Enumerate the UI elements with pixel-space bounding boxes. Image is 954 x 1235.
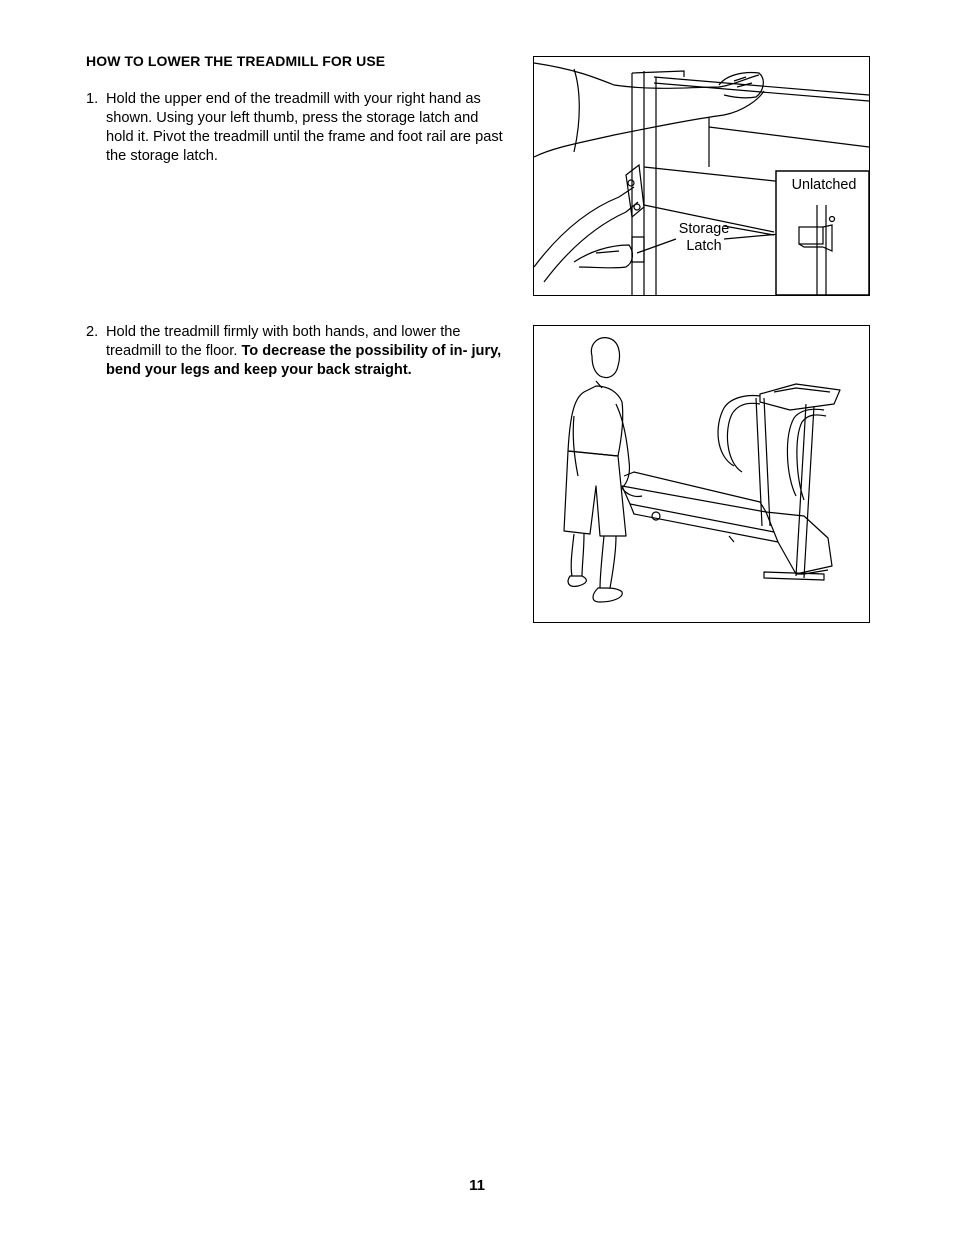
- section-heading: HOW TO LOWER THE TREADMILL FOR USE: [86, 53, 386, 69]
- latch-drawing: [534, 57, 869, 295]
- unlatched-inset-label: Unlatched: [791, 177, 857, 193]
- step-number: 2.: [86, 324, 99, 340]
- page-number: 11: [469, 1177, 485, 1194]
- instruction-step-1: [86, 90, 506, 166]
- storage-latch-callout: Storage Latch: [678, 221, 730, 254]
- safety-warning: To decrease the possibility of in- jury, bend your legs and keep your back straight.: [106, 343, 502, 378]
- step-number: 1.: [86, 91, 99, 107]
- storage-latch-illustration: [533, 56, 870, 296]
- lowering-treadmill-illustration: [533, 325, 870, 623]
- lowering-drawing: [534, 326, 869, 622]
- instruction-step-2: [86, 323, 506, 380]
- step-text: Hold the treadmill firmly with both hands, and lower the treadmill to the floor. To decrease the possibility of in- jury, bend your legs and keep your back straight.: [106, 324, 502, 378]
- step-text: Hold the upper end of the treadmill with your right hand as shown. Using your left thumb, press the storage latch and hold it. Pivot the treadmill until the frame and foot rail are past the storage latch.: [106, 91, 503, 164]
